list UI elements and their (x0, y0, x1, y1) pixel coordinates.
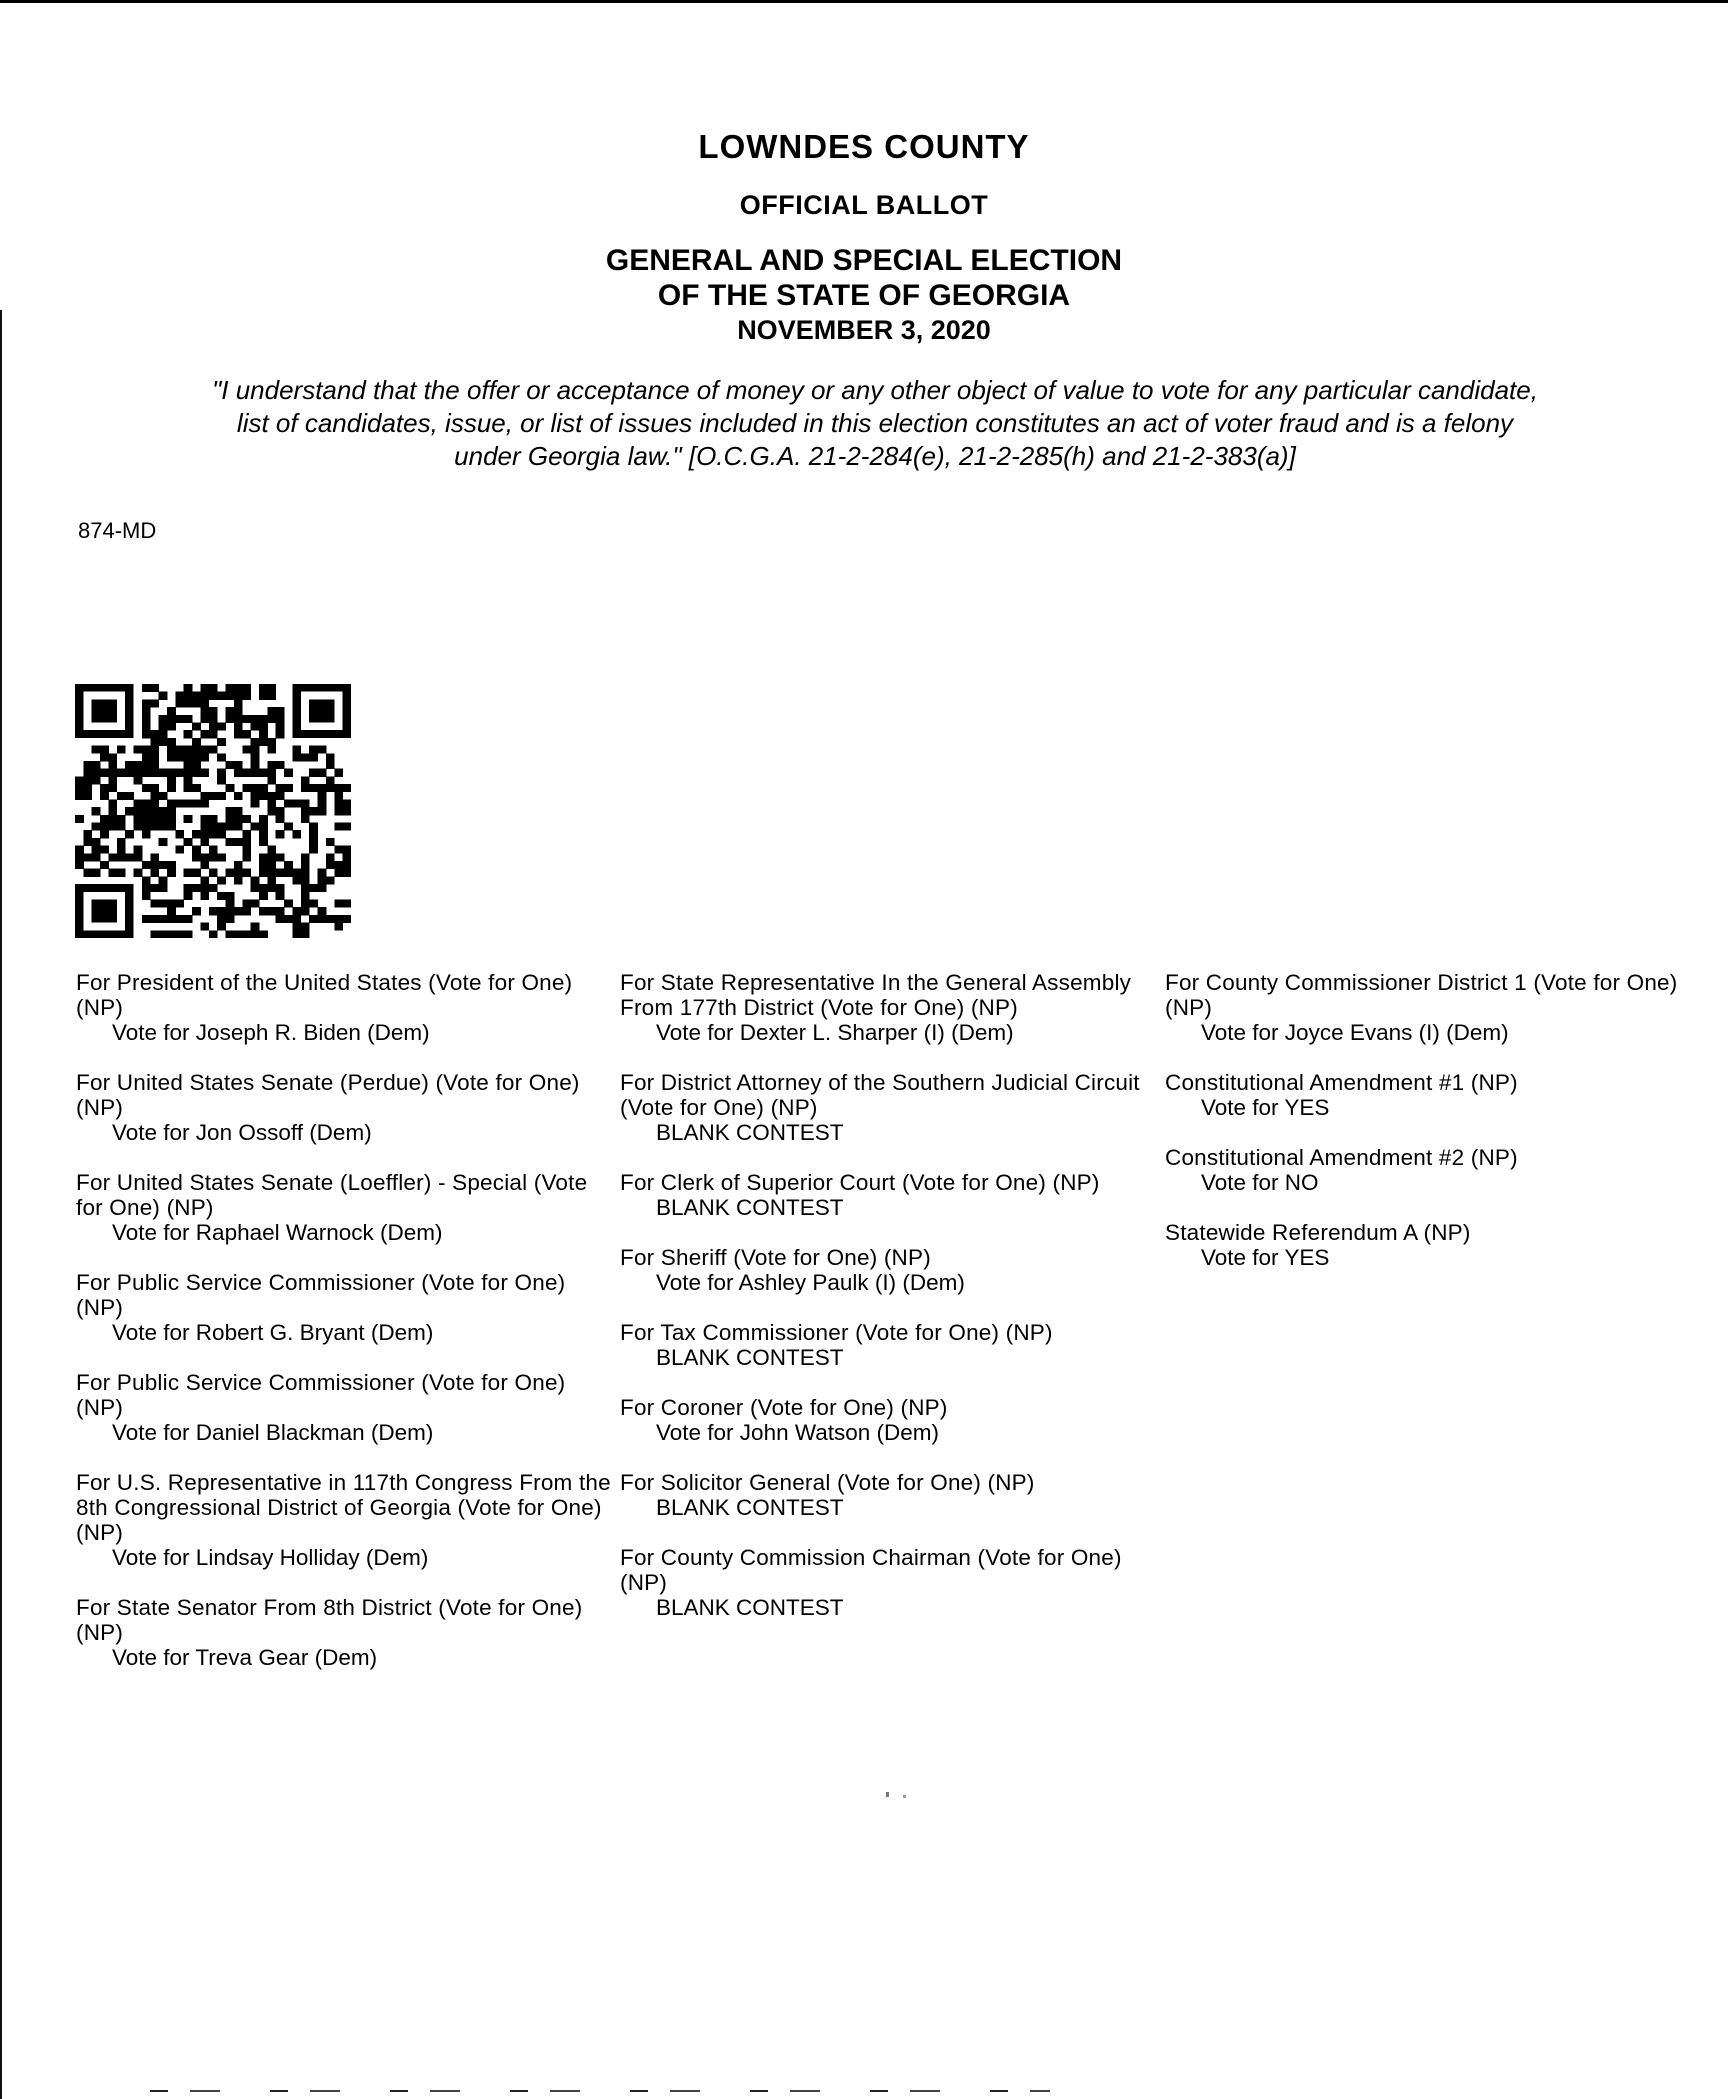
races-column-2 (620, 970, 1165, 1645)
ballot-type: OFFICIAL BALLOT (739, 190, 989, 220)
scan-left-edge (0, 310, 2, 2099)
race-title: For United States Senate (Loeffler) - Special (Vote for One) (NP) (76, 1170, 588, 1220)
races-column-3 (1165, 970, 1685, 1295)
race-title: For President of the United States (Vote for One) (NP) (76, 970, 573, 1020)
race-title: Statewide Referendum A (NP) (1165, 1220, 1471, 1245)
race-selection: Vote for Joseph R. Biden (Dem) (112, 1020, 430, 1045)
race-title: For Public Service Commissioner (Vote for One) (NP) (76, 1270, 566, 1320)
race-selection: Vote for NO (1201, 1170, 1319, 1195)
race-selection: BLANK CONTEST (656, 1345, 844, 1370)
race-entry (1165, 1070, 1685, 1120)
race-selection: BLANK CONTEST (656, 1195, 844, 1220)
race-selection: Vote for Dexter L. Sharper (I) (Dem) (656, 1020, 1014, 1045)
race-entry (620, 1320, 1165, 1370)
race-title: For U.S. Representative in 117th Congress From the 8th Congressional District of Georgia (Vote for One) (NP) (76, 1470, 611, 1545)
race-selection: Vote for Daniel Blackman (Dem) (112, 1420, 434, 1445)
election-state: OF THE STATE OF GEORGIA (657, 279, 1071, 312)
scan-bottom-edge (150, 2090, 1050, 2092)
races-column-1 (76, 970, 616, 1695)
race-entry (76, 1270, 616, 1345)
race-title: For Public Service Commissioner (Vote for One) (NP) (76, 1370, 566, 1420)
race-selection: Vote for Robert G. Bryant (Dem) (112, 1320, 434, 1345)
race-selection: Vote for Joyce Evans (I) (Dem) (1201, 1020, 1509, 1045)
race-title: For District Attorney of the Southern Judicial Circuit (Vote for One) (NP) (620, 1070, 1140, 1120)
race-selection: Vote for Jon Ossoff (Dem) (112, 1120, 372, 1145)
race-entry (76, 1470, 616, 1570)
election-title: GENERAL AND SPECIAL ELECTION (605, 244, 1123, 277)
race-selection: BLANK CONTEST (656, 1120, 844, 1145)
race-entry (620, 970, 1165, 1045)
race-title: For Coroner (Vote for One) (NP) (620, 1395, 948, 1420)
race-selection: Vote for Lindsay Holliday (Dem) (112, 1545, 429, 1570)
race-title: For State Representative In the General Assembly From 177th District (Vote for One) (NP) (620, 970, 1132, 1020)
race-selection: BLANK CONTEST (656, 1595, 844, 1620)
race-entry (76, 970, 616, 1045)
race-entry (620, 1070, 1165, 1145)
race-title: For Sheriff (Vote for One) (NP) (620, 1245, 931, 1270)
race-entry (620, 1395, 1165, 1445)
race-selection: BLANK CONTEST (656, 1495, 844, 1520)
stray-scan-mark (886, 1790, 908, 1800)
race-selection: Vote for YES (1201, 1245, 1330, 1270)
race-title: For State Senator From 8th District (Vote for One) (NP) (76, 1595, 583, 1645)
ballot-header (0, 128, 1728, 348)
race-selection: Vote for Ashley Paulk (I) (Dem) (656, 1270, 965, 1295)
oath-line: under Georgia law." [O.C.G.A. 21-2-284(e), 21-2-285(h) and 21-2-383(a)] (454, 441, 1296, 471)
race-selection: Vote for YES (1201, 1095, 1330, 1120)
race-entry (1165, 1220, 1685, 1270)
race-title: For Clerk of Superior Court (Vote for One) (NP) (620, 1170, 1100, 1195)
race-entry (620, 1245, 1165, 1295)
race-entry (76, 1370, 616, 1445)
race-selection: Vote for Raphael Warnock (Dem) (112, 1220, 443, 1245)
race-entry (76, 1595, 616, 1670)
race-title: For Solicitor General (Vote for One) (NP) (620, 1470, 1035, 1495)
race-title: For County Commission Chairman (Vote for One) (NP) (620, 1545, 1122, 1595)
race-title: Constitutional Amendment #2 (NP) (1165, 1145, 1518, 1170)
county-title: LOWNDES COUNTY (698, 128, 1030, 165)
race-selection: Vote for Treva Gear (Dem) (112, 1645, 378, 1670)
scan-top-edge (0, 0, 1728, 3)
race-entry (620, 1470, 1165, 1520)
ballot-style-code: 874-MD (78, 518, 157, 543)
election-date: NOVEMBER 3, 2020 (737, 315, 991, 345)
race-entry (76, 1070, 616, 1145)
race-entry (76, 1170, 616, 1245)
race-entry (1165, 1145, 1685, 1195)
race-title: For United States Senate (Perdue) (Vote for One) (NP) (76, 1070, 580, 1120)
voter-fraud-oath (80, 374, 1670, 473)
oath-line: list of candidates, issue, or list of issues included in this election constitutes an act of voter fraud and is a felony (236, 408, 1514, 438)
race-title: For County Commissioner District 1 (Vote for One) (NP) (1165, 970, 1678, 1020)
race-entry (620, 1545, 1165, 1620)
race-entry (1165, 970, 1685, 1045)
race-selection: Vote for John Watson (Dem) (656, 1420, 940, 1445)
race-title: For Tax Commissioner (Vote for One) (NP) (620, 1320, 1053, 1345)
qr-code-icon (75, 684, 351, 938)
race-entry (620, 1170, 1165, 1220)
oath-line: "I understand that the offer or acceptance of money or any other object of value to vote for any particular candidate, (212, 375, 1538, 405)
race-title: Constitutional Amendment #1 (NP) (1165, 1070, 1518, 1095)
